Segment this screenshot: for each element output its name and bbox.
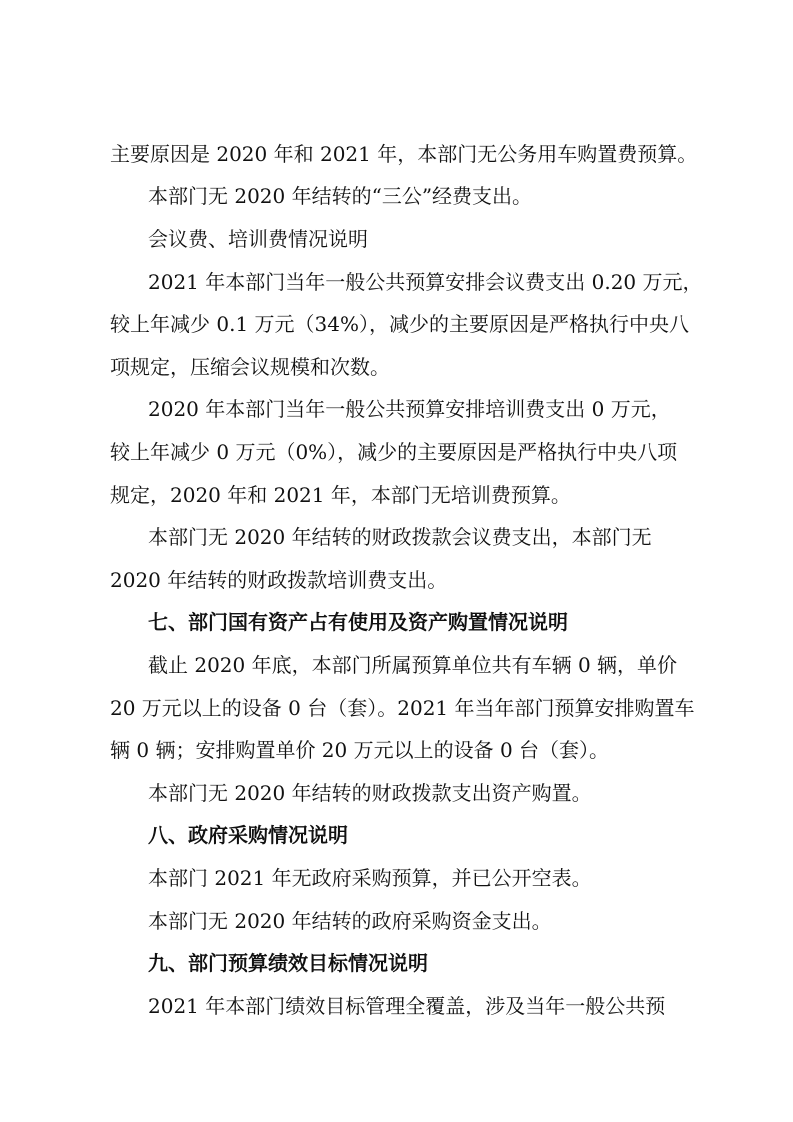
paragraph-line: 本部门 2021 年无政府采购预算，并已公开空表。 bbox=[148, 866, 592, 890]
paragraph-line: 20 万元以上的设备 0 台（套）。2021 年当年部门预算安排购置车 bbox=[110, 696, 695, 720]
section-heading: 七、部门国有资产占有使用及资产购置情况说明 bbox=[148, 610, 568, 634]
paragraph-line: 2021 年本部门当年一般公共预算安排会议费支出 0.20 万元， bbox=[148, 270, 703, 294]
paragraph-line: 2020 年结转的财政拨款培训费支出。 bbox=[110, 568, 448, 592]
paragraph-line: 规定，2020 年和 2021 年，本部门无培训费预算。 bbox=[110, 483, 571, 507]
paragraph-line: 截止 2020 年底，本部门所属预算单位共有车辆 0 辆，单价 bbox=[148, 653, 678, 677]
paragraph-line: 较上年减少 0.1 万元（34%），减少的主要原因是严格执行中央八 bbox=[110, 312, 689, 336]
paragraph-line: 主要原因是 2020 年和 2021 年，本部门无公务用车购置费预算。 bbox=[110, 142, 698, 166]
paragraph-line: 本部门无 2020 年结转的政府采购资金支出。 bbox=[148, 909, 552, 933]
section-subheading: 会议费、培训费情况说明 bbox=[148, 227, 368, 251]
section-heading: 八、政府采购情况说明 bbox=[148, 823, 348, 847]
paragraph-line: 本部门无 2020 年结转的财政拨款支出资产购置。 bbox=[148, 781, 592, 805]
paragraph-line: 本部门无 2020 年结转的“三公”经费支出。 bbox=[148, 184, 533, 208]
paragraph-line: 项规定，压缩会议规模和次数。 bbox=[110, 355, 390, 379]
paragraph-line: 较上年减少 0 万元（0%），减少的主要原因是严格执行中央八项 bbox=[110, 440, 678, 464]
paragraph-line: 2021 年本部门绩效目标管理全覆盖，涉及当年一般公共预 bbox=[148, 994, 666, 1018]
paragraph-line: 本部门无 2020 年结转的财政拨款会议费支出，本部门无 bbox=[148, 525, 652, 549]
paragraph-line: 2020 年本部门当年一般公共预算安排培训费支出 0 万元， bbox=[148, 397, 671, 421]
section-heading: 九、部门预算绩效目标情况说明 bbox=[148, 951, 428, 975]
paragraph-line: 辆 0 辆；安排购置单价 20 万元以上的设备 0 台（套）。 bbox=[110, 738, 610, 762]
